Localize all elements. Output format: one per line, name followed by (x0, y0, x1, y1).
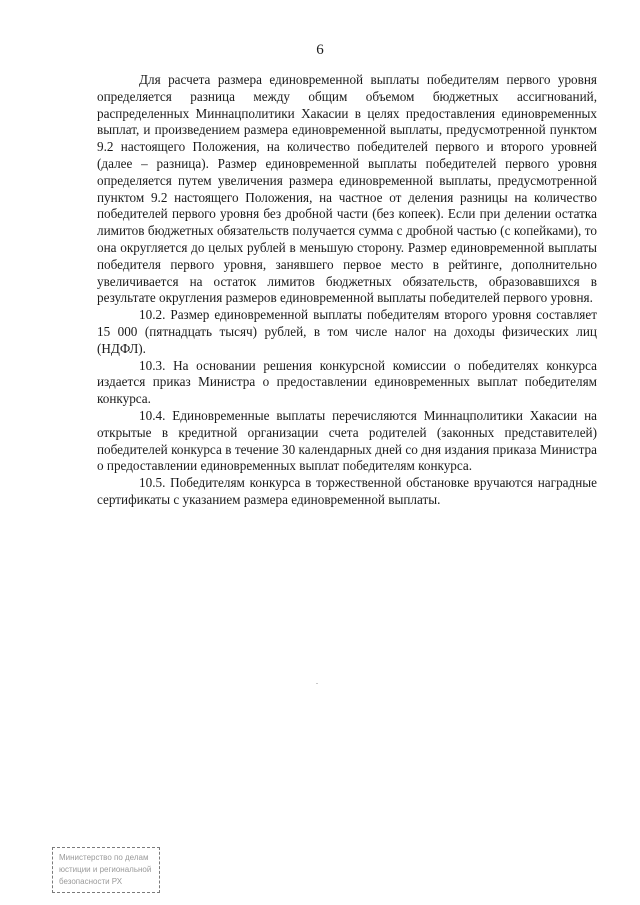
page-number: 6 (316, 42, 324, 58)
stamp-line: Министерство по делам (59, 853, 149, 862)
paragraph-10-5: 10.5. Победителям конкурса в торжественной обстановке вручаются наградные сертификаты с указанием размера единовременной выплаты. (97, 475, 597, 507)
scan-speck (316, 683, 318, 684)
registration-stamp (52, 847, 160, 893)
paragraph-payment-calculation: Для расчета размера единовременной выплаты победителям первого уровня определяется разница между общим объемом бюджетных ассигнований, распределенных Миннацполитики Хакасии в целях предоставления единовременных выплат, и произведением размера единовременной выплаты, предусмотренной пунктом 9.2 настоящего Положения, на количество победителей первого и второго уровней (далее – разница). Размер единовременной выплаты победителей первого уровня определяется путем увеличения размера единовременной выплаты, предусмотренной пунктом 9.2 настоящего Положения, на частное от деления разницы на количество победителей первого уровня без дробной части (без копеек). Если при делении остатка лимитов бюджетных обязательств получается сумма с дробной частью (с копейками), то она округляется до целых рублей в меньшую сторону. Размер единовременной выплаты победителя первого уровня, занявшего первое место в рейтинге, дополнительно увеличивается на остаток лимитов бюджетных обязательств, образовавшихся в результате округления размеров единовременной выплаты победителей первого уровня. (97, 72, 597, 306)
stamp-line: юстиции и региональной (59, 865, 152, 874)
paragraph-10-3: 10.3. На основании решения конкурсной комиссии о победителях конкурса издается приказ Министра о предоставлении единовременных выплат победителям конкурса. (97, 357, 597, 407)
document-body (97, 72, 597, 509)
paragraph-10-2: 10.2. Размер единовременной выплаты победителям второго уровня составляет 15 000 (пятнадцать тысяч) рублей, в том числе налог на доходы физических лиц (НДФЛ). (97, 307, 597, 356)
stamp-line: безопасности РХ (59, 877, 123, 886)
paragraph-10-4: 10.4. Единовременные выплаты перечисляются Миннацполитики Хакасии на открытые в кредитной организации счета родителей (законных представителей) победителей конкурса в течение 30 календарных дней со дня издания приказа Министра о предоставлении единовременных выплат победителям конкурса. (97, 407, 597, 474)
